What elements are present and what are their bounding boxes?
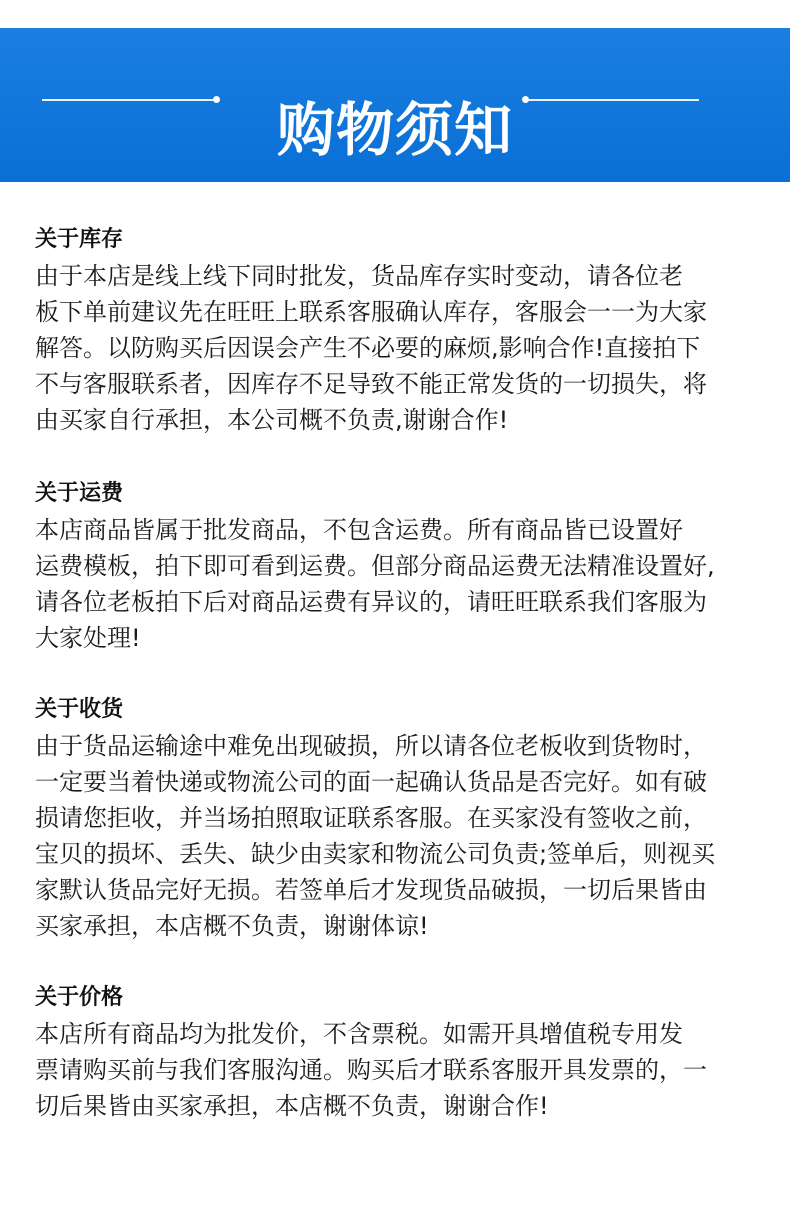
section-price: [35, 980, 707, 1124]
body-line: 解答。以防购买后因误会产生不必要的麻烦,影响合作!直接拍下: [35, 334, 701, 362]
section-body: [35, 728, 715, 944]
section-body: [35, 1016, 707, 1124]
body-line: 损请您拒收，并当场拍照取证联系客服。在买家没有签收之前，: [35, 804, 707, 832]
page-title: 购物须知: [276, 96, 513, 164]
section-receiving: [35, 692, 715, 944]
body-line: 买家承担，本店概不负责，谢谢体谅!: [35, 912, 429, 940]
body-line: 大家处理!: [35, 624, 141, 652]
section-inventory: [35, 222, 707, 438]
body-line: 家默认货品完好无损。若签单后才发现货品破损，一切后果皆由: [35, 876, 707, 904]
section-shipping-fee: [35, 476, 715, 656]
header-banner: [0, 28, 790, 182]
body-line: 请各位老板拍下后对商品运费有异议的，请旺旺联系我们客服为: [35, 588, 707, 616]
body-line: 不与客服联系者，因库存不足导致不能正常发货的一切损失，将: [35, 370, 707, 398]
body-line: 板下单前建议先在旺旺上联系客服确认库存，客服会一一为大家: [35, 298, 707, 326]
section-body: [35, 512, 715, 656]
body-line: 本店商品皆属于批发商品，不包含运费。所有商品皆已设置好: [35, 516, 683, 544]
body-line: 运费模板，拍下即可看到运费。但部分商品运费无法精准设置好,: [35, 552, 715, 580]
header-decor-line-right: [527, 99, 699, 101]
body-line: 由于货品运输途中难免出现破损，所以请各位老板收到货物时，: [35, 732, 707, 760]
section-title: 关于收货: [35, 697, 124, 722]
body-line: 由买家自行承担，本公司概不负责,谢谢合作!: [35, 406, 509, 434]
body-line: 切后果皆由买家承担，本店概不负责，谢谢合作!: [35, 1092, 549, 1120]
body-line: 由于本店是线上线下同时批发，货品库存实时变动，请各位老: [35, 262, 683, 290]
section-title: 关于库存: [35, 227, 124, 252]
body-line: 一定要当着快递或物流公司的面一起确认货品是否完好。如有破: [35, 768, 707, 796]
section-body: [35, 258, 707, 438]
section-title: 关于运费: [35, 481, 124, 506]
body-line: 宝贝的损坏、丢失、缺少由卖家和物流公司负责;签单后，则视买: [35, 840, 716, 868]
section-title: 关于价格: [35, 985, 124, 1010]
body-line: 本店所有商品均为批发价，不含票税。如需开具增值税专用发: [35, 1020, 683, 1048]
body-line: 票请购买前与我们客服沟通。购买后才联系客服开具发票的，一: [35, 1056, 707, 1084]
